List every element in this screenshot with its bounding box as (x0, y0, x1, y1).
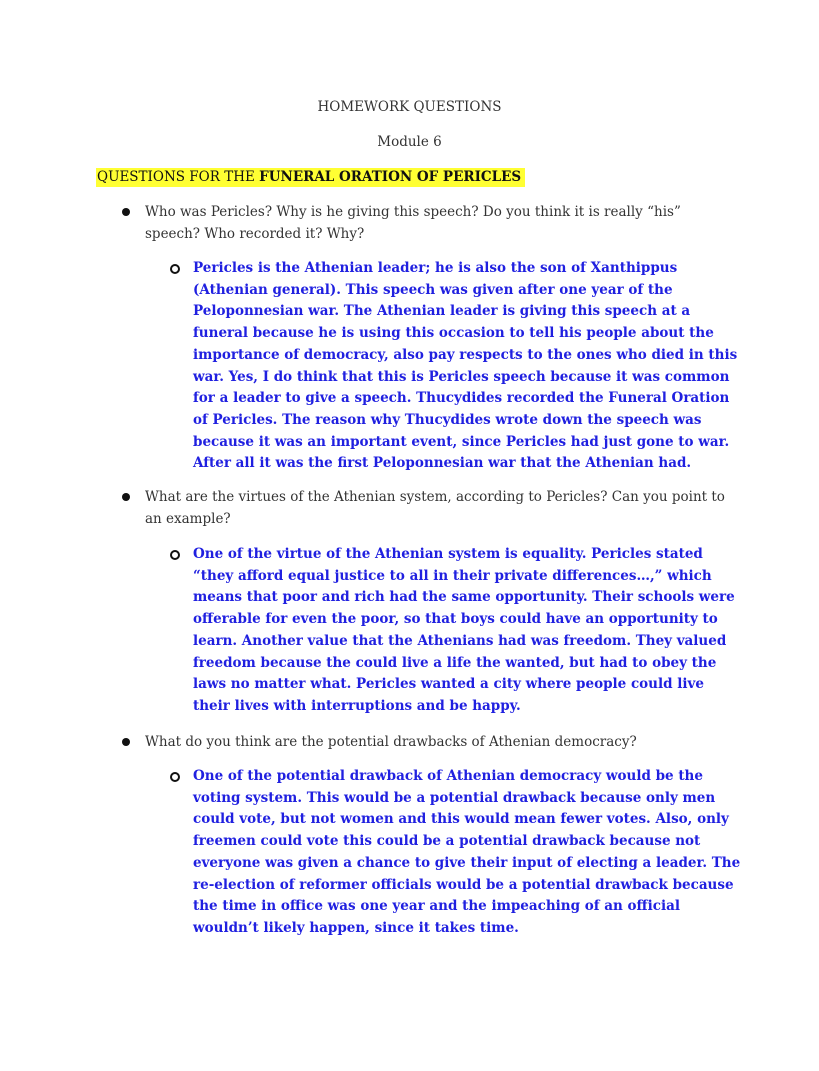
answer-line: importance of democracy, also pay respects to the ones who died in this (193, 346, 738, 363)
circle-bullet-icon (170, 264, 180, 274)
document-subtitle: Module 6 (377, 134, 442, 150)
circle-bullet-icon (170, 550, 180, 560)
answer-line: could vote, but not women and this would mean fewer votes. Also, only (193, 811, 729, 828)
question-line: speech? Who recorded it? Why? (145, 226, 365, 242)
answer-line: of Pericles. The reason why Thucydides wrote down the speech was (193, 411, 702, 428)
answer-3 (193, 766, 741, 940)
answer-line: freemen could vote this could be a potential drawback because not (193, 833, 701, 850)
section-heading-bold: FUNERAL ORATION OF PERICLES (259, 169, 522, 185)
answer-line: funeral because he is using this occasion to tell his people about the (193, 325, 714, 342)
question-1 (145, 201, 730, 245)
question-3 (145, 731, 730, 753)
section-heading-prefix: QUESTIONS FOR THE (97, 169, 260, 185)
answer-2 (193, 544, 733, 718)
answer-line: (Athenian general). This speech was given after one year of the (193, 281, 673, 298)
question-line: Who was Pericles? Why is he giving this speech? Do you think it is really “his” (145, 204, 681, 220)
question-line: What are the virtues of the Athenian system, according to Pericles? Can you point to (145, 489, 725, 505)
answer-line: for a leader to give a speech. Thucydides recorded the Funeral Oration (193, 390, 730, 407)
circle-bullet-icon (170, 772, 180, 782)
answer-1 (193, 258, 738, 475)
answer-line: learn. Another value that the Athenians had was freedom. They valued (193, 632, 727, 649)
bullet-icon (122, 738, 130, 746)
answer-line: war. Yes, I do think that this is Pericles speech because it was common (193, 368, 730, 385)
answer-line: One of the potential drawback of Athenian democracy would be the (193, 768, 703, 784)
answer-line: “they afford equal justice to all in their private differences…,” which (193, 567, 712, 584)
answer-line: After all it was the first Peloponnesian war that the Athenian had. (193, 455, 692, 472)
answer-line: re-election of reformer officials would be a potential drawback because (193, 876, 734, 893)
bullet-icon (122, 208, 130, 216)
answer-line: their lives with interruptions and be happy. (193, 697, 521, 714)
answer-line: everyone was given a chance to give their input of electing a leader. The (193, 854, 741, 871)
answer-line: the time in office was one year and the impeaching of an official (193, 898, 680, 915)
answer-line: because it was an important event, since Pericles had just gone to war. (193, 433, 730, 450)
question-2 (145, 486, 730, 530)
question-line: What do you think are the potential drawbacks of Athenian democracy? (145, 734, 637, 750)
answer-line: Peloponnesian war. The Athenian leader is giving this speech at a (193, 303, 691, 320)
answer-line: wouldn’t likely happen, since it takes time. (193, 919, 519, 936)
answer-line: offerable for even the poor, so that boys could have an opportunity to (193, 611, 718, 628)
bullet-icon (122, 493, 130, 501)
answer-line: Pericles is the Athenian leader; he is also the son of Xanthippus (193, 260, 678, 276)
answer-line: One of the virtue of the Athenian system is equality. Pericles stated (193, 546, 703, 562)
answer-line: freedom because the could live a life the wanted, but had to obey the (193, 654, 717, 671)
question-line: an example? (145, 511, 231, 527)
answer-line: voting system. This would be a potential drawback because only men (193, 789, 716, 806)
section-heading (96, 168, 525, 187)
answer-line: means that poor and rich had the same opportunity. Their schools were (193, 589, 735, 606)
answer-line: laws no matter what. Pericles wanted a city where people could live (193, 676, 704, 693)
document-title: HOMEWORK QUESTIONS (317, 99, 502, 115)
